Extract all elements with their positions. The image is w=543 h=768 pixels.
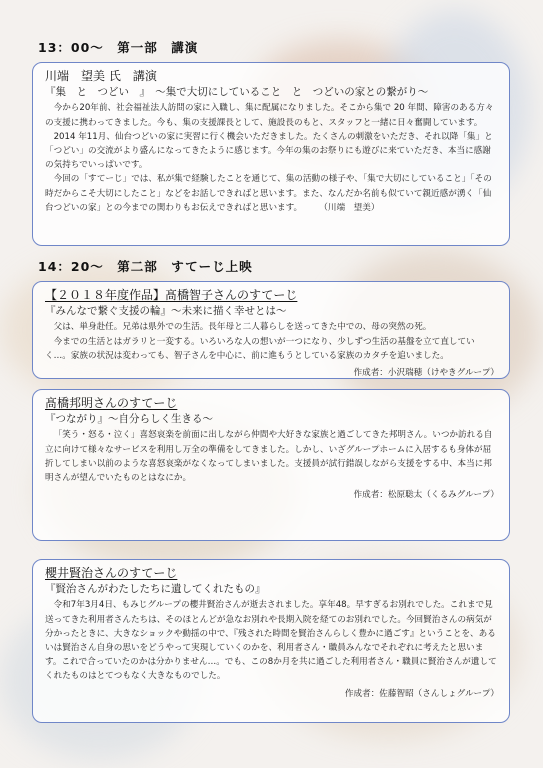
film3-box xyxy=(32,559,510,723)
film2-paragraph: 「笑う・怒る・泣く」喜怒哀楽を前面に出しながら仲間や大好きな家族と過ごしてきた邦明さん。いつか訪れる自立に向けて様々なサービスを利用し万全の準備をしてきました。しかし、いざグループホームに入居するも身体が屈折してしまい以前のような喜怒哀楽がなくなってしまいました。支援員が試行錯誤しながら支援をする中、本当に邦明さんが望んでいたものとはなにか。 xyxy=(45,430,493,484)
film1-title: 【２０１８年度作品】髙橋智子さんのすてーじ xyxy=(45,288,298,302)
film2-title: 髙橋邦明さんのすてーじ xyxy=(45,396,178,410)
lecture-subtitle: 『集 と つどい 』 ～集で大切にしていること と つどいの家との繋がり～ xyxy=(45,86,429,99)
film2-box xyxy=(32,389,510,541)
film1-paragraph: 今までの生活とはガラリと一変する。いろいろな人の想いが一つになり、少しずつ生活の基盤を立て直していく…。家族の状況は変わっても、智子さんを中心に、前に進もうとしている家族のカタチを追いました。 xyxy=(45,336,475,361)
film1-subtitle: 『みんなで繋ぐ支援の輪』～未来に描く幸せとは～ xyxy=(45,305,287,318)
lecture-paragraph: 今回の「すてーじ」では、私が集で経験したことを通じて、集の活動の様子や、「集で大切にしていること」「その時だからこそ大切にしたこと」などをお話しできればと思います。また、なんだか名前も似ていて親近感が湧く「仙台つどいの家」との今までの関わりもお伝えできればと思います。 （川端 望美） xyxy=(45,174,492,213)
film2-subtitle: 『つながり』～自分らしく生きる～ xyxy=(45,413,213,426)
film3-title: 櫻井賢治さんのすてーじ xyxy=(45,566,178,580)
lecture-paragraph: 今から20年前、社会福祉法人訪問の家に入職し、集に配属になりました。そこから集で 20 年間、障害のある方々の支援に携わってきました。今も、集の支援課長として、施設長のもと、スタッフと一緒に日々奮闘しています。 xyxy=(45,103,494,128)
section2-heading: 14：20～ 第二部 すてーじ上映 xyxy=(38,259,253,274)
film3-subtitle: 『賢治さんがわたしたちに遺してくれたもの』 xyxy=(45,583,266,596)
section1-heading: 13：00～ 第一部 講演 xyxy=(38,40,199,55)
lecture-paragraph: 2014 年11月、仙台つどいの家に実習に行く機会いただきました。たくさんの刺激をいただき、それ以降「集」と「つどい」の交流がより盛んになってきたように感じます。今年の集のお祭りにも遊びに来ていただき、本当に感謝の気持ちでいっぱいです。 xyxy=(45,131,493,171)
film3-paragraph: 令和7年3月4日、もみじグループの櫻井賢治さんが逝去されました。享年48。早すぎるお別れでした。これまで見送ってきた利用者さんたちは、そのほとんどが急なお別れや長期入院を経てのお別れでした。今回賢治さんの病気が分かったときに、大きなショックや動揺の中で、『残された時間を賢治さんらしく豊かに過ごす』ということを、あるいは賢治さん自身の思いをどうやって実現していくのかを、利用者さん・職員みんなでそれぞれに考えたと思います。これで合っていたのかは分かりません…。でも、この8か月を共に過ごした利用者さん・職員に賢治さんが遺してくれたものはとてつもなく大きなものでした。 xyxy=(45,600,497,682)
film3-credit: 作成者：佐藤智昭（さんしょグループ） xyxy=(344,688,499,699)
film1-paragraph: 父は、単身赴任。兄弟は県外での生活。長年母と二人暮らしを送ってきた中での、母の突然の死。 xyxy=(53,322,432,333)
lecture-title: 川端 望美 氏 講演 xyxy=(45,69,157,83)
lecture-box xyxy=(32,62,510,246)
film1-credit: 作成者：小沢瑞穂（けやきグループ） xyxy=(353,368,499,379)
film2-credit: 作成者：松原聡太（くるみグループ） xyxy=(353,490,499,501)
film1-box xyxy=(32,281,510,379)
